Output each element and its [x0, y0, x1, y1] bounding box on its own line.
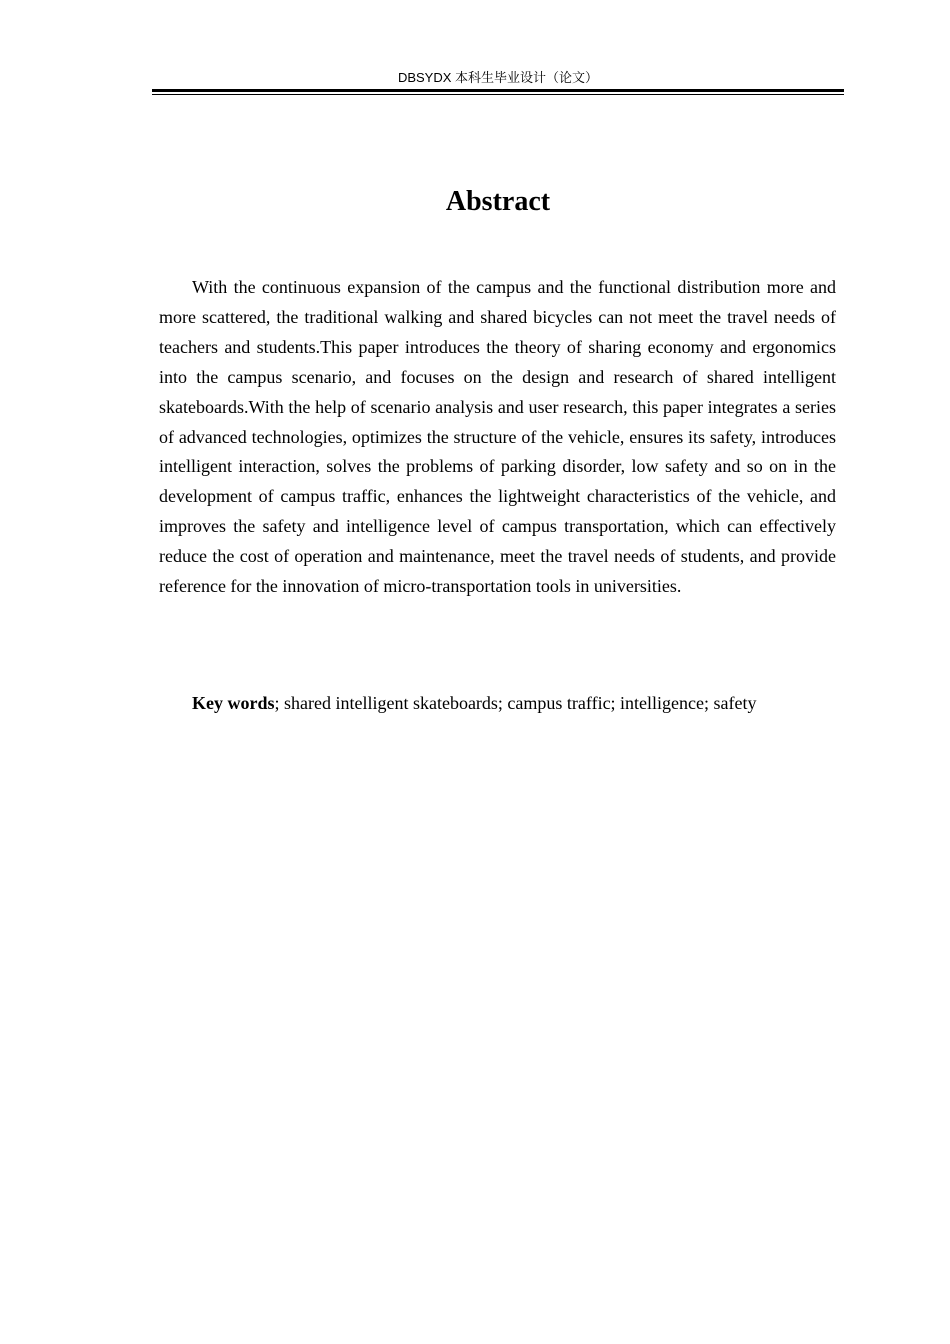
keywords-line [192, 689, 852, 719]
running-header: DBSYDX 本科生毕业设计（论文） [397, 70, 599, 85]
abstract-body: With the continuous expansion of the campus and the functional distribution more and more scattered, the traditional walking and shared bicycles can not meet the travel needs of teachers and students.This paper introduces the theory of sharing economy and ergonomics into the campus scenario, and focuses on the design and research of shared intelligent skateboards.With the help of scenario analysis and user research, this paper integrates a series of advanced technologies, optimizes the structure of the vehicle, ensures its safety, introduces intelligent interaction, solves the problems of parking disorder, low safety and so on in the development of campus traffic, enhances the lightweight characteristics of the vehicle, and improves the safety and intelligence level of campus transportation, which can effectively reduce the cost of operation and maintenance, meet the travel needs of students, and provide reference for the innovation of micro-transportation tools in universities. [159, 277, 836, 597]
keywords-text: ; shared intelligent skateboards; campus traffic; intelligence; safety [274, 693, 757, 713]
abstract-title: Abstract [445, 186, 551, 217]
header-rule-thin [152, 94, 844, 95]
header-rule-thick [152, 89, 844, 92]
keywords-label: Key words [192, 693, 275, 713]
